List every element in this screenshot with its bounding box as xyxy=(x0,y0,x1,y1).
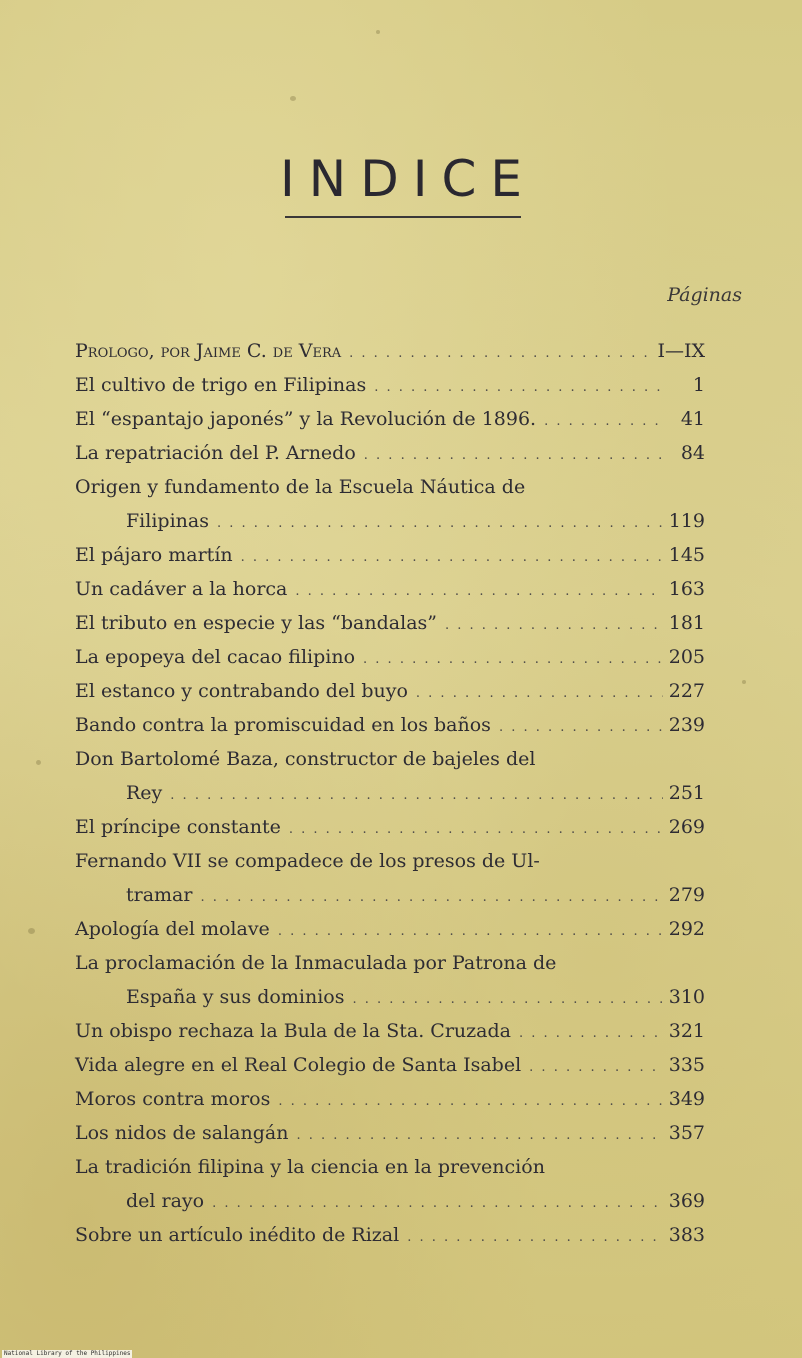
toc-entry-title: Don Bartolomé Baza, constructor de bajeles del xyxy=(75,748,536,770)
toc-entry-page: 84 xyxy=(680,442,705,464)
toc-entry-title: Un obispo rechaza la Bula de la Sta. Cruzada xyxy=(75,1020,511,1042)
toc-entry-page: 1 xyxy=(692,374,705,396)
toc-entry-title: La repatriación del P. Arnedo xyxy=(75,442,356,464)
dot-leader xyxy=(212,1184,663,1221)
toc-entry-title: Filipinas xyxy=(126,510,209,532)
toc-entry-line xyxy=(75,912,705,946)
toc-entry-page: 349 xyxy=(668,1088,705,1110)
toc-entry-title: Vida alegre en el Real Colegio de Santa Isabel xyxy=(75,1054,522,1076)
dot-leader xyxy=(364,436,665,473)
toc-entry-line xyxy=(75,1082,705,1116)
toc-entry-title: El “espantajo japonés” y la Revolución de 1896. xyxy=(75,408,537,430)
toc-entry-page: 310 xyxy=(668,986,705,1008)
toc-entry-title: tramar xyxy=(126,884,193,906)
toc-entry-page: 357 xyxy=(668,1122,705,1144)
page-title: INDICE xyxy=(280,150,536,208)
dot-leader xyxy=(529,1048,663,1085)
toc-entry-page: 292 xyxy=(668,918,705,940)
dot-leader xyxy=(296,1116,662,1153)
dot-leader xyxy=(352,980,662,1017)
toc-entry-line xyxy=(75,776,705,810)
toc-entry-page: 239 xyxy=(668,714,705,736)
dot-leader xyxy=(241,538,663,575)
toc-entry-page: 383 xyxy=(668,1224,705,1246)
toc-entry-title: El estanco y contrabando del buyo xyxy=(75,680,408,702)
toc-entry-line xyxy=(75,640,705,674)
toc-entry-title: Origen y fundamento de la Escuela Náutica de xyxy=(75,476,526,498)
toc-entry-title: La proclamación de la Inmaculada por Patrona de xyxy=(75,952,557,974)
dot-leader xyxy=(217,504,663,541)
dot-leader xyxy=(200,878,662,915)
dot-leader xyxy=(278,1082,662,1119)
toc-entry-page: 163 xyxy=(668,578,705,600)
dot-leader xyxy=(289,810,663,847)
toc-entry-page: 145 xyxy=(668,544,705,566)
toc-entry-line xyxy=(75,606,705,640)
toc-entry-title: Apología del molave xyxy=(75,918,270,940)
toc-entry-page: 269 xyxy=(668,816,705,838)
toc-entry-title: El príncipe constante xyxy=(75,816,281,838)
toc-entry-line xyxy=(75,810,705,844)
toc-entry-line xyxy=(75,572,705,606)
toc-entry-page: 321 xyxy=(668,1020,705,1042)
dot-leader xyxy=(349,334,651,371)
dot-leader xyxy=(374,368,665,405)
toc-entry-line xyxy=(75,878,705,912)
dot-leader xyxy=(363,640,663,677)
toc-entry-line xyxy=(75,1048,705,1082)
toc-entry-line xyxy=(75,844,705,878)
library-footer: National Library of the Philippines xyxy=(4,1350,131,1357)
toc-entry-page: 205 xyxy=(668,646,705,668)
toc-entry-title: Rey xyxy=(126,782,163,804)
paper-speck xyxy=(28,928,35,934)
toc-entry-line xyxy=(75,1218,705,1252)
toc-entry-line xyxy=(75,538,705,572)
dot-leader xyxy=(416,674,663,711)
table-of-contents xyxy=(75,334,705,1252)
paper-speck xyxy=(36,760,41,765)
dot-leader xyxy=(407,1218,663,1255)
toc-entry-line xyxy=(75,1184,705,1218)
toc-entry-line xyxy=(75,980,705,1014)
toc-entry-title: El cultivo de trigo en Filipinas xyxy=(75,374,367,396)
toc-entry-line xyxy=(75,1014,705,1048)
toc-entry-title: Bando contra la promiscuidad en los baños xyxy=(75,714,491,736)
toc-entry-title: España y sus dominios xyxy=(126,986,345,1008)
toc-entry-page: 41 xyxy=(680,408,705,430)
toc-entry-title: La tradición filipina y la ciencia en la prevención xyxy=(75,1156,545,1178)
toc-entry-title: Moros contra moros xyxy=(75,1088,271,1110)
toc-entry-title: Los nidos de salangán xyxy=(75,1122,289,1144)
paper-speck xyxy=(376,30,380,34)
toc-entry-page: 227 xyxy=(668,680,705,702)
toc-entry-line xyxy=(75,1116,705,1150)
toc-entry-title: Fernando VII se compadece de los presos de Ul- xyxy=(75,850,540,872)
toc-entry-line xyxy=(75,402,705,436)
toc-entry-line xyxy=(75,674,705,708)
dot-leader xyxy=(445,606,663,643)
toc-entry-title: Prologo, por Jaime C. de Vera xyxy=(75,340,342,362)
dot-leader xyxy=(295,572,662,609)
dot-leader xyxy=(278,912,663,949)
toc-entry-page: 279 xyxy=(668,884,705,906)
toc-entry-line xyxy=(75,470,705,504)
toc-entry-title: del rayo xyxy=(126,1190,205,1212)
dot-leader xyxy=(544,402,665,439)
dot-leader xyxy=(519,1014,663,1051)
toc-entry-title: Un cadáver a la horca xyxy=(75,578,288,600)
toc-entry-line xyxy=(75,708,705,742)
toc-entry-page: I—IX xyxy=(657,340,705,362)
toc-entry-title: El pájaro martín xyxy=(75,544,233,566)
toc-entry-page: 369 xyxy=(668,1190,705,1212)
toc-entry-line xyxy=(75,1150,705,1184)
toc-entry-title: La epopeya del cacao filipino xyxy=(75,646,356,668)
toc-entry-title: El tributo en especie y las “bandalas” xyxy=(75,612,437,634)
toc-entry-page: 119 xyxy=(668,510,705,532)
toc-entry-line xyxy=(75,334,705,368)
toc-entry-line xyxy=(75,436,705,470)
dot-leader xyxy=(170,776,662,813)
toc-entry-page: 251 xyxy=(668,782,705,804)
pages-column-header: Páginas xyxy=(667,284,742,306)
toc-entry-line xyxy=(75,946,705,980)
title-underline xyxy=(285,216,521,218)
paper-speck xyxy=(290,96,296,101)
toc-entry-page: 335 xyxy=(668,1054,705,1076)
toc-entry-title: Sobre un artículo inédito de Rizal xyxy=(75,1224,400,1246)
toc-entry-line xyxy=(75,742,705,776)
dot-leader xyxy=(499,708,663,745)
paper-speck xyxy=(742,680,746,684)
toc-entry-page: 181 xyxy=(668,612,705,634)
toc-entry-line xyxy=(75,368,705,402)
toc-entry-line xyxy=(75,504,705,538)
